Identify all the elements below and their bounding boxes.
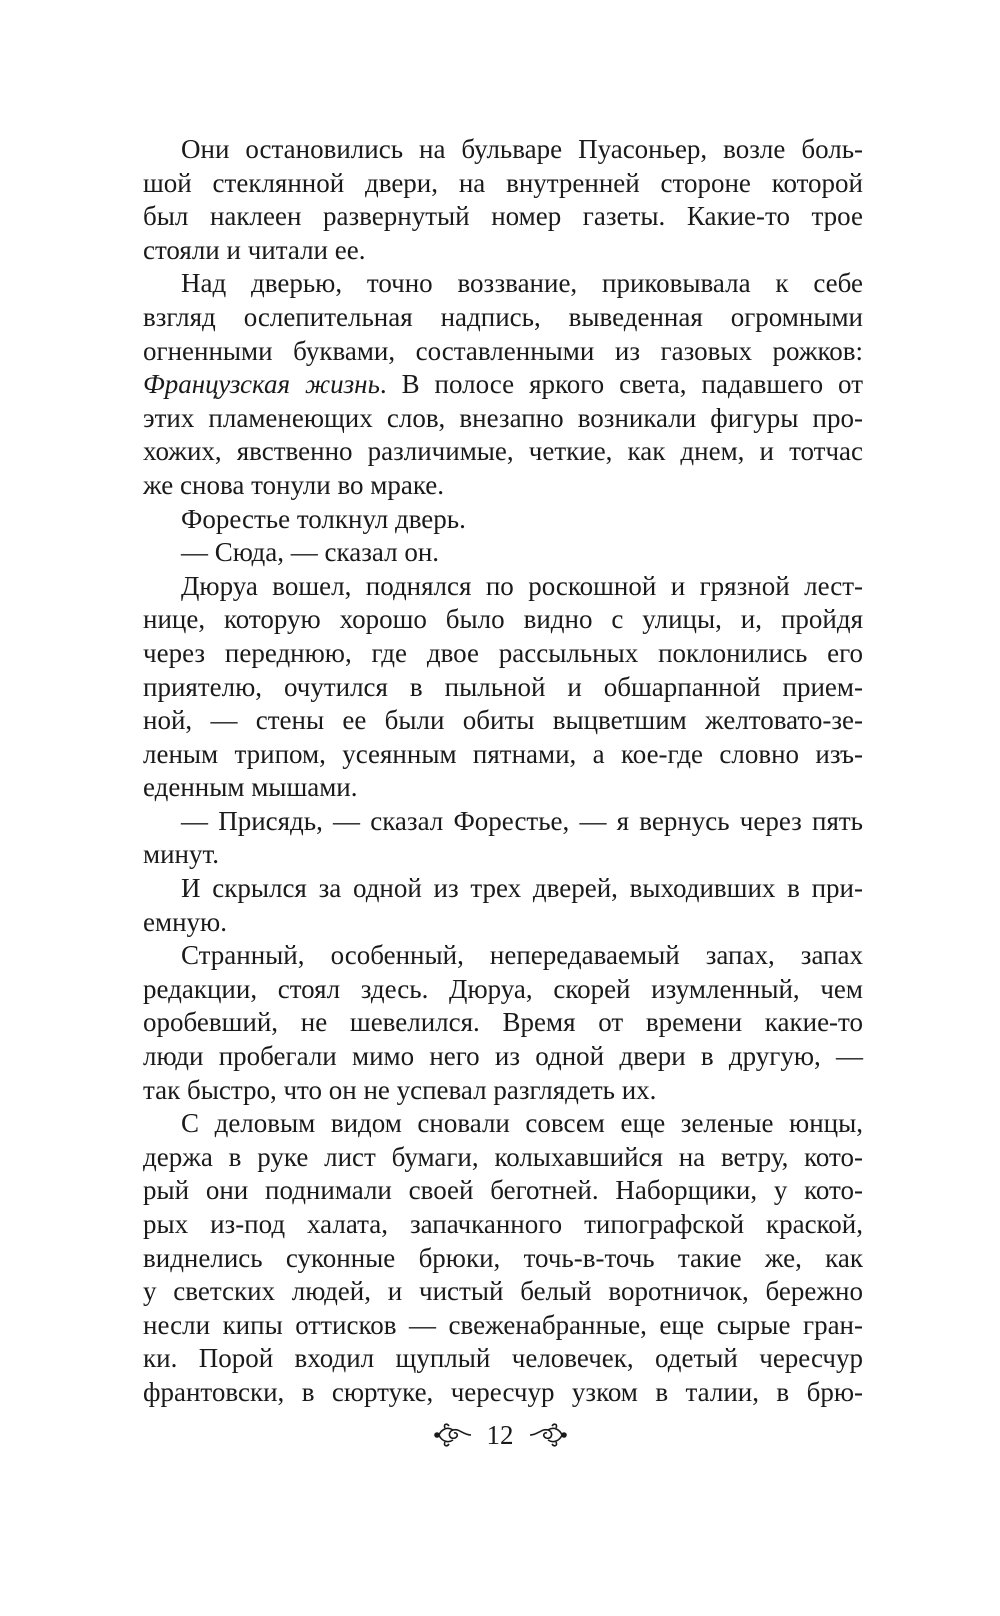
line-text: держа в руке лист бумаги, колыхавшийся на ветру, кото- (143, 1141, 863, 1172)
text-line (143, 704, 863, 738)
text-line (143, 939, 863, 973)
line-text: люди пробегали мимо него из одной двери в другую, — (143, 1041, 863, 1072)
line-text: этих пламенеющих слов, внезапно возникали фигуры про- (143, 402, 863, 433)
text-line (143, 637, 863, 671)
text-line (143, 1141, 863, 1175)
text-line (143, 368, 863, 402)
text-line (143, 469, 863, 503)
page-footer (0, 1415, 1000, 1455)
text-line (143, 167, 863, 201)
line-text: стояли и читали ее. (143, 234, 366, 265)
text-line (143, 1174, 863, 1208)
text-line (143, 536, 863, 570)
line-text: огненными буквами, составленными из газовых рожков: (143, 335, 863, 366)
line-text: еденным мышами. (143, 772, 358, 803)
text-line (143, 435, 863, 469)
line-text: рых из-под халата, запачканного типографской краской, (143, 1209, 863, 1239)
text-line (143, 1309, 863, 1343)
line-text: виднелись суконные брюки, точь-в-точь такие же, как (143, 1242, 863, 1273)
text-line (143, 570, 863, 604)
line-text: минут. (143, 839, 220, 870)
line-text: редакции, стоял здесь. Дюруа, скорей изумленный, чем (143, 973, 863, 1004)
line-text: ной, — стены ее были обиты выцветшим желтовато-зе- (143, 705, 863, 736)
line-text: Форестье толкнул дверь. (181, 503, 466, 534)
text-line (143, 335, 863, 369)
line-text: емную. (143, 906, 227, 937)
line-text: несли кипы оттисков — свеженабранные, еще сырые гран- (143, 1309, 863, 1340)
text-line (143, 805, 863, 839)
line-text: же снова тонули во мраке. (143, 469, 445, 500)
line-text: — Присядь, — сказал Форестье, — я вернусь через пять (181, 805, 863, 836)
line-text: ки. Порой входил щуплый человечек, одетый чересчур (143, 1343, 863, 1374)
text-line (143, 1242, 863, 1276)
page-number: 12 (486, 1419, 514, 1450)
fleuron-icon (433, 1422, 473, 1448)
text-line (143, 402, 863, 436)
text-line (143, 234, 863, 268)
text-line (143, 1107, 863, 1141)
text-line (143, 838, 863, 872)
text-line (143, 133, 863, 167)
line-text: хожих, явственно различимые, четкие, как днем, и тотчас (143, 436, 863, 467)
text-line (143, 1040, 863, 1074)
text-line (143, 771, 863, 805)
text-line (143, 503, 863, 537)
line-text: оробевший, не шевелился. Время от времени какие-то (143, 1007, 863, 1038)
line-text: шой стеклянной двери, на внутренней стороне которой (143, 167, 863, 198)
text-line (143, 200, 863, 234)
fleuron-icon (528, 1422, 568, 1448)
text-line (143, 973, 863, 1007)
body-text (143, 133, 863, 1410)
text-line (143, 301, 863, 335)
line-text: — Сюда, — сказал он. (181, 537, 440, 568)
line-text: Над дверью, точно воззвание, приковывала к себе (181, 268, 863, 299)
line-text: леным трипом, усеянным пятнами, а кое-где словно изъ- (143, 738, 863, 769)
line-text: через переднюю, где двое рассыльных поклонились его (143, 637, 863, 668)
text-line (143, 872, 863, 906)
line-text: С деловым видом сновали совсем еще зеленые юнцы, (181, 1108, 863, 1139)
text-line (143, 1208, 863, 1242)
text-line (143, 1275, 863, 1309)
text-line (143, 1342, 863, 1376)
line-text: нице, которую хорошо было видно с улицы, и, пройдя (143, 604, 863, 635)
text-line (143, 906, 863, 940)
line-text: И скрылся за одной из трех дверей, выходивших в при- (181, 873, 863, 904)
line-text: так быстро, что он не успевал разглядеть их. (143, 1074, 657, 1105)
line-text: Странный, особенный, непередаваемый запах, запах (181, 940, 863, 971)
line-text: приятелю, очутился в пыльной и обшарпанной прием- (143, 671, 863, 702)
italic-title: Французская жизнь (143, 369, 380, 400)
text-line (143, 1006, 863, 1040)
text-line (143, 603, 863, 637)
text-line (143, 267, 863, 301)
line-text: франтовски, в сюртуке, чересчур узком в талии, в брю- (143, 1376, 863, 1407)
line-text: взгляд ослепительная надпись, выведенная огромными (143, 301, 863, 332)
line-text: у светских людей, и чистый белый воротничок, бережно (143, 1276, 863, 1307)
text-line (143, 1074, 863, 1108)
line-text: Дюруа вошел, поднялся по роскошной и грязной лест- (181, 570, 863, 601)
text-line (143, 738, 863, 772)
text-line (143, 671, 863, 705)
line-text: рый они поднимали своей беготней. Наборщики, у кото- (143, 1175, 863, 1206)
line-text: . В полосе яркого света, падавшего от (379, 369, 863, 400)
line-text: был наклеен развернутый номер газеты. Какие-то трое (143, 201, 863, 232)
text-line (143, 1376, 863, 1410)
line-text: Они остановились на бульваре Пуасоньер, возле боль- (181, 134, 863, 164)
